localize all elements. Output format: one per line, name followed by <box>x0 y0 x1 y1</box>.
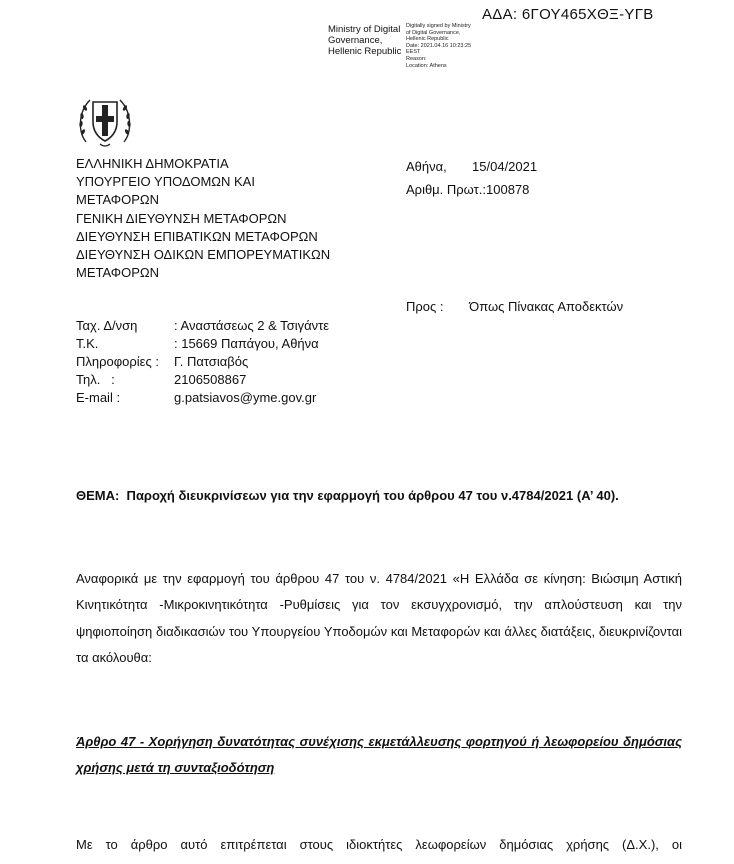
document-meta <box>406 155 537 201</box>
sender-line: ΓΕΝΙΚΗ ΔΙΕΥΘΥΝΣΗ ΜΕΤΑΦΟΡΩΝ <box>76 210 287 226</box>
sender-line: ΥΠΟΥΡΓΕΙΟ ΥΠΟΔΟΜΩΝ ΚΑΙ <box>76 174 255 190</box>
recipient-line <box>406 299 623 314</box>
signature-detail-line: of Digital Governance, <box>406 29 461 36</box>
article-heading-line: Άρθρο 47 - Χορήγηση δυνατότητας συνέχισης εκμετάλλευσης φορτηγού ή λεωφορείου δημόσιας <box>76 734 682 749</box>
article-heading <box>76 729 682 781</box>
signer-line: Ministry of Digital <box>328 24 401 35</box>
sender-line: ΔΙΕΥΘΥΝΣΗ ΕΠΙΒΑΤΙΚΩΝ ΜΕΤΑΦΟΡΩΝ <box>76 228 318 244</box>
sender-line: ΜΕΤΑΦΟΡΩΝ <box>76 265 160 281</box>
ada-code: ΑΔΑ: 6ΓΟΥ465ΧΘΞ-ΥΓΒ <box>482 6 654 23</box>
sender-line: ΔΙΕΥΘΥΝΣΗ ΟΔΙΚΩΝ ΕΜΠΟΡΕΥΜΑΤΙΚΩΝ <box>76 247 331 263</box>
contact-value: Γ. Πατσιαβός <box>174 354 249 369</box>
recipient-label: Προς : <box>406 299 444 314</box>
contact-value[interactable]: g.patsiavos@yme.gov.gr <box>174 390 317 405</box>
signature-detail-line: Hellenic Republic <box>406 36 449 43</box>
contact-value: 2106508867 <box>174 372 247 387</box>
contact-label: Τ.Κ. <box>76 336 99 351</box>
protocol-number: Αριθμ. Πρωτ.:100878 <box>406 182 530 197</box>
intro-paragraph: Αναφορικά με την εφαρμογή του άρθρου 47 του ν. 4784/2021 «Η Ελλάδα σε κίνηση: Βιώσιμη Αστική Κινητικότητα -Μικροκινητικότητα -Ρυθμίσεις για τον εκσυγχρονισμό, την απλούστευση και την ψηφιοποίηση διαδικασιών του Υπουργείου Υποδομών και Μεταφορών και άλλες διατάξεις, διευκρινίζονται τα ακόλουθα: <box>76 571 682 665</box>
signature-detail-line: Reason: <box>406 55 427 62</box>
signature-detail-line: Digitally signed by Ministry <box>406 23 471 29</box>
hellenic-coat-of-arms-icon <box>76 92 134 150</box>
signer-line: Hellenic Republic <box>328 46 402 57</box>
sender-block <box>76 155 330 282</box>
sender-line: ΕΛΛΗΝΙΚΗ ΔΗΜΟΚΡΑΤΙΑ <box>76 156 229 171</box>
contact-value: : 15669 Παπάγου, Αθήνα <box>174 336 319 351</box>
body-paragraph-start: Με το άρθρο αυτό επιτρέπεται στους ιδιοκτήτες λεωφορείων δημόσιας χρήσης (Δ.Χ.), οι <box>76 837 682 852</box>
contact-label: E-mail : <box>76 390 121 405</box>
digital-signature-details <box>406 23 471 69</box>
contact-label: Τηλ. : <box>76 372 115 387</box>
subject-line: ΘΕΜΑ: Παροχή διευκρινίσεων για την εφαρμογή του άρθρου 47 του ν.4784/2021 (Α’ 40). <box>76 488 619 503</box>
contact-value: : Αναστάσεως 2 & Τσιγάντε <box>174 318 330 333</box>
place-date: Αθήνα, 15/04/2021 <box>406 159 538 174</box>
sender-line: ΜΕΤΑΦΟΡΩΝ <box>76 192 160 208</box>
digital-signature-signer <box>328 24 401 57</box>
recipient-value: Όπως Πίνακας Αποδεκτών <box>469 299 624 314</box>
signer-line: Governance, <box>328 35 383 46</box>
signature-detail-line: Date: 2021.04.16 10:23:25 <box>406 42 472 49</box>
contact-label: Πληροφορίες : <box>76 354 159 369</box>
contact-label: Ταχ. Δ/νση <box>76 318 138 333</box>
signature-detail-line: EEST <box>406 49 421 56</box>
article-heading-line: χρήσης μετά τη συνταξιοδότηση <box>76 760 275 775</box>
signature-detail-line: Location: Athens <box>406 62 447 69</box>
